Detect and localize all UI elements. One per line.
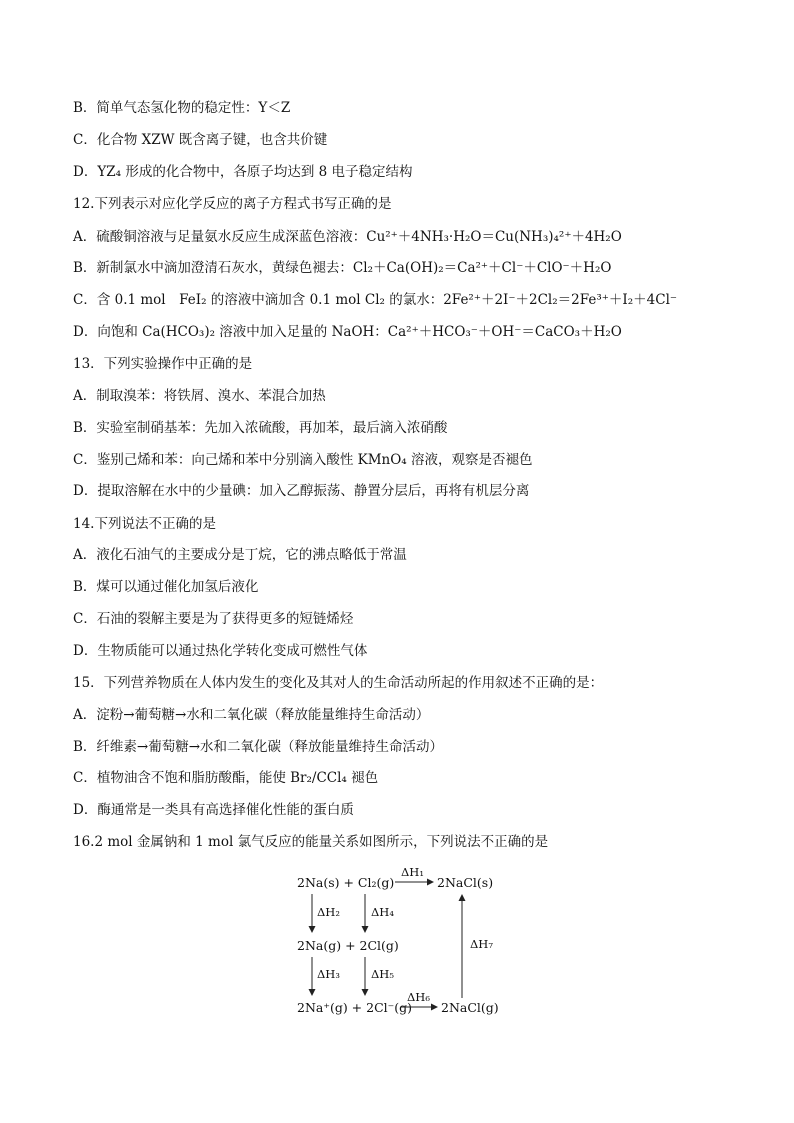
option-d-15: D．酶通常是一类具有高选择催化性能的蛋白质 xyxy=(73,802,354,818)
diagram-nacl-solid: 2NaCl(s) xyxy=(437,875,494,890)
option-d-13: D．提取溶解在水中的少量碘：加入乙醇振荡、静置分层后，再将有机层分离 xyxy=(73,483,530,499)
option-a-15: A．淀粉→葡萄糖→水和二氧化碳（释放能量维持生命活动） xyxy=(73,707,430,723)
label-dh2: ΔH₂ xyxy=(317,905,340,919)
label-dh4: ΔH₄ xyxy=(371,905,394,919)
question-14: 14.下列说法不正确的是 xyxy=(73,516,216,532)
option-c-11: C．化合物 XZW 既含离子键，也含共价键 xyxy=(73,132,328,148)
question-12: 12.下列表示对应化学反应的离子方程式书写正确的是 xyxy=(73,196,392,212)
option-a-13: A．制取溴苯：将铁屑、溴水、苯混合加热 xyxy=(73,388,326,404)
option-c-15: C．植物油含不饱和脂肪酸酯，能使 Br₂/CCl₄ 褪色 xyxy=(73,770,379,786)
question-16: 16.2 mol 金属钠和 1 mol 氯气反应的能量关系如图所示，下列说法不正确的是 xyxy=(73,834,549,850)
option-b-13: B．实验室制硝基苯：先加入浓硫酸，再加苯，最后滴入浓硝酸 xyxy=(73,420,448,436)
diagram-gaseous-atoms: 2Na(g) + 2Cl(g) xyxy=(297,938,399,953)
option-a-14: A．液化石油气的主要成分是丁烷，它的沸点略低于常温 xyxy=(73,547,407,563)
option-d-11: D．YZ₄ 形成的化合物中，各原子均达到 8 电子稳定结构 xyxy=(73,164,413,180)
option-b-12: B．新制氯水中滴加澄清石灰水，黄绿色褪去：Cl₂＋Ca(OH)₂＝Ca²⁺＋Cl⁻＋ClO⁻＋H₂O xyxy=(73,260,612,276)
diagram-nacl-gas: 2NaCl(g) xyxy=(441,1000,499,1015)
label-dh5: ΔH₅ xyxy=(371,967,394,981)
option-d-12: D．向饱和 Ca(HCO₃)₂ 溶液中加入足量的 NaOH：Ca²⁺＋HCO₃⁻＋OH⁻＝CaCO₃＋H₂O xyxy=(73,324,622,340)
diagram-reactants: 2Na(s) + Cl₂(g) xyxy=(297,875,395,890)
option-c-14: C．石油的裂解主要是为了获得更多的短链烯烃 xyxy=(73,611,354,627)
label-dh3: ΔH₃ xyxy=(317,967,340,981)
question-15: 15．下列营养物质在人体内发生的变化及其对人的生命活动所起的作用叙述不正确的是： xyxy=(73,675,604,691)
energy-cycle-diagram xyxy=(295,860,515,1020)
question-13: 13．下列实验操作中正确的是 xyxy=(73,356,253,372)
label-dh7: ΔH₇ xyxy=(470,937,493,951)
label-dh1: ΔH₁ xyxy=(401,865,424,879)
option-d-14: D．生物质能可以通过热化学转化变成可燃性气体 xyxy=(73,643,368,659)
label-dh6: ΔH₆ xyxy=(407,990,430,1004)
option-c-13: C．鉴别己烯和苯：向己烯和苯中分别滴入酸性 KMnO₄ 溶液，观察是否褪色 xyxy=(73,452,533,468)
option-a-12: A．硫酸铜溶液与足量氨水反应生成深蓝色溶液：Cu²⁺＋4NH₃·H₂O＝Cu(NH₃)₄²⁺＋4H₂O xyxy=(73,229,622,245)
option-b-15: B．纤维素→葡萄糖→水和二氧化碳（释放能量维持生命活动） xyxy=(73,739,444,755)
diagram-gaseous-ions: 2Na⁺(g) + 2Cl⁻(g) xyxy=(297,1000,412,1015)
option-b-14: B．煤可以通过催化加氢后液化 xyxy=(73,579,259,595)
option-b-11: B．简单气态氢化物的稳定性：Y＜Z xyxy=(73,100,291,116)
option-c-12: C．含 0.1 mol FeI₂ 的溶液中滴加含 0.1 mol Cl₂ 的氯水：2Fe²⁺＋2I⁻＋2Cl₂＝2Fe³⁺＋I₂＋4Cl⁻ xyxy=(73,292,678,308)
